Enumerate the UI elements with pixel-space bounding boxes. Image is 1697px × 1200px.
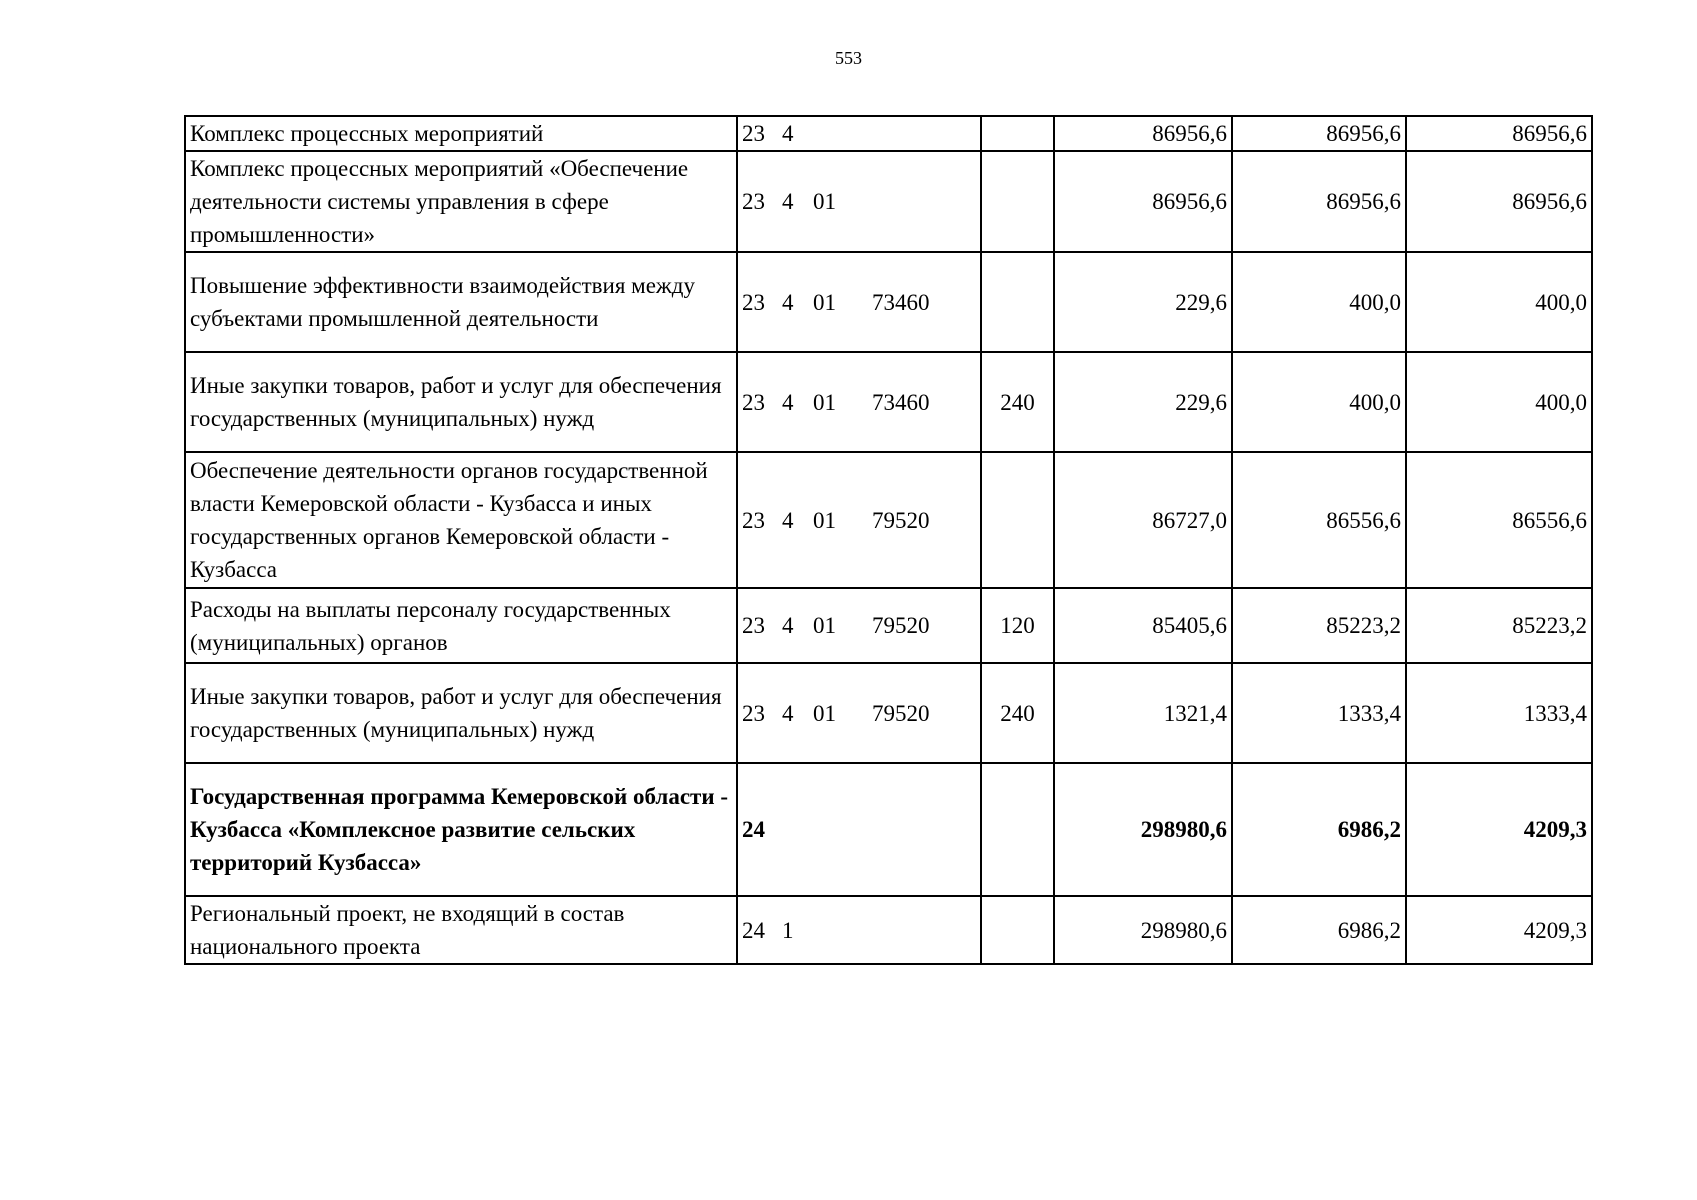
amount-year-2: 86956,6 [1232, 151, 1406, 252]
expense-type-code [981, 116, 1054, 151]
program-code: 23 [742, 289, 765, 315]
row-code [737, 588, 981, 663]
subprogram-code: 4 [782, 700, 794, 726]
program-code: 23 [742, 189, 765, 214]
amount-year-1: 298980,6 [1054, 896, 1232, 964]
table-row [185, 588, 1592, 663]
subprogram-code: 4 [782, 189, 794, 214]
direction-code: 73460 [872, 289, 930, 315]
program-code: 24 [742, 917, 765, 943]
expense-type-code [981, 151, 1054, 252]
main-event-code: 01 [813, 389, 836, 415]
table-row [185, 252, 1592, 352]
row-name: Комплекс процессных мероприятий [185, 116, 737, 151]
table-row [185, 151, 1592, 252]
program-code: 24 [742, 817, 765, 842]
row-name: Повышение эффективности взаимодействия между субъектами промышленной деятельности [185, 252, 737, 352]
expense-type-code [981, 252, 1054, 352]
amount-year-1: 86727,0 [1054, 452, 1232, 588]
expense-type-code: 240 [981, 352, 1054, 452]
expense-type-code: 120 [981, 588, 1054, 663]
amount-year-2: 6986,2 [1232, 763, 1406, 896]
amount-year-2: 6986,2 [1232, 896, 1406, 964]
program-code: 23 [742, 121, 765, 146]
amount-year-2: 85223,2 [1232, 588, 1406, 663]
direction-code: 73460 [872, 389, 930, 415]
program-code: 23 [742, 389, 765, 415]
program-code: 23 [742, 700, 765, 726]
subprogram-code: 4 [782, 289, 794, 315]
amount-year-1: 1321,4 [1054, 663, 1232, 763]
main-event-code: 01 [813, 700, 836, 726]
row-code [737, 663, 981, 763]
amount-year-1: 229,6 [1054, 352, 1232, 452]
main-event-code: 01 [813, 507, 836, 533]
amount-year-1: 298980,6 [1054, 763, 1232, 896]
main-event-code: 01 [813, 189, 836, 214]
subprogram-code: 4 [782, 613, 794, 638]
amount-year-3: 86956,6 [1406, 151, 1592, 252]
row-name: Иные закупки товаров, работ и услуг для обеспечения государственных (муниципальных) нужд [185, 352, 737, 452]
amount-year-1: 86956,6 [1054, 116, 1232, 151]
amount-year-2: 400,0 [1232, 252, 1406, 352]
row-name: Обеспечение деятельности органов государственной власти Кемеровской области - Кузбасса и иных государственных органов Кемеровской области - Кузбасса [185, 452, 737, 588]
row-name: Региональный проект, не входящий в состав национального проекта [185, 896, 737, 964]
table-row [185, 116, 1592, 151]
subprogram-code: 4 [782, 121, 794, 146]
amount-year-3: 86556,6 [1406, 452, 1592, 588]
row-code [737, 763, 981, 896]
amount-year-3: 400,0 [1406, 252, 1592, 352]
main-event-code: 01 [813, 613, 836, 638]
direction-code: 79520 [872, 613, 930, 638]
row-name: Комплекс процессных мероприятий «Обеспечение деятельности системы управления в сфере промышленности» [185, 151, 737, 252]
row-code [737, 452, 981, 588]
table-row [185, 352, 1592, 452]
direction-code: 79520 [872, 507, 930, 533]
expense-type-code [981, 896, 1054, 964]
subprogram-code: 4 [782, 507, 794, 533]
table-row [185, 763, 1592, 896]
direction-code: 79520 [872, 700, 930, 726]
expense-type-code: 240 [981, 663, 1054, 763]
expense-type-code [981, 763, 1054, 896]
amount-year-2: 1333,4 [1232, 663, 1406, 763]
amount-year-2: 86556,6 [1232, 452, 1406, 588]
amount-year-2: 400,0 [1232, 352, 1406, 452]
program-code: 23 [742, 507, 765, 533]
program-code: 23 [742, 613, 765, 638]
amount-year-1: 85405,6 [1054, 588, 1232, 663]
row-code [737, 252, 981, 352]
row-code [737, 151, 981, 252]
main-event-code: 01 [813, 289, 836, 315]
amount-year-3: 1333,4 [1406, 663, 1592, 763]
table-row [185, 896, 1592, 964]
row-code [737, 896, 981, 964]
row-name: Иные закупки товаров, работ и услуг для обеспечения государственных (муниципальных) нужд [185, 663, 737, 763]
amount-year-1: 229,6 [1054, 252, 1232, 352]
amount-year-3: 400,0 [1406, 352, 1592, 452]
table-row [185, 452, 1592, 588]
amount-year-3: 86956,6 [1406, 116, 1592, 151]
amount-year-3: 4209,3 [1406, 896, 1592, 964]
expense-type-code [981, 452, 1054, 588]
table-row [185, 663, 1592, 763]
row-name: Государственная программа Кемеровской области - Кузбасса «Комплексное развитие сельских территорий Кузбасса» [185, 763, 737, 896]
budget-table [184, 115, 1593, 965]
page-number: 553 [835, 48, 862, 68]
row-code [737, 352, 981, 452]
amount-year-3: 4209,3 [1406, 763, 1592, 896]
row-name: Расходы на выплаты персоналу государственных (муниципальных) органов [185, 588, 737, 663]
subprogram-code: 4 [782, 389, 794, 415]
amount-year-2: 86956,6 [1232, 116, 1406, 151]
row-code [737, 116, 981, 151]
amount-year-1: 86956,6 [1054, 151, 1232, 252]
subprogram-code: 1 [782, 917, 794, 943]
amount-year-3: 85223,2 [1406, 588, 1592, 663]
